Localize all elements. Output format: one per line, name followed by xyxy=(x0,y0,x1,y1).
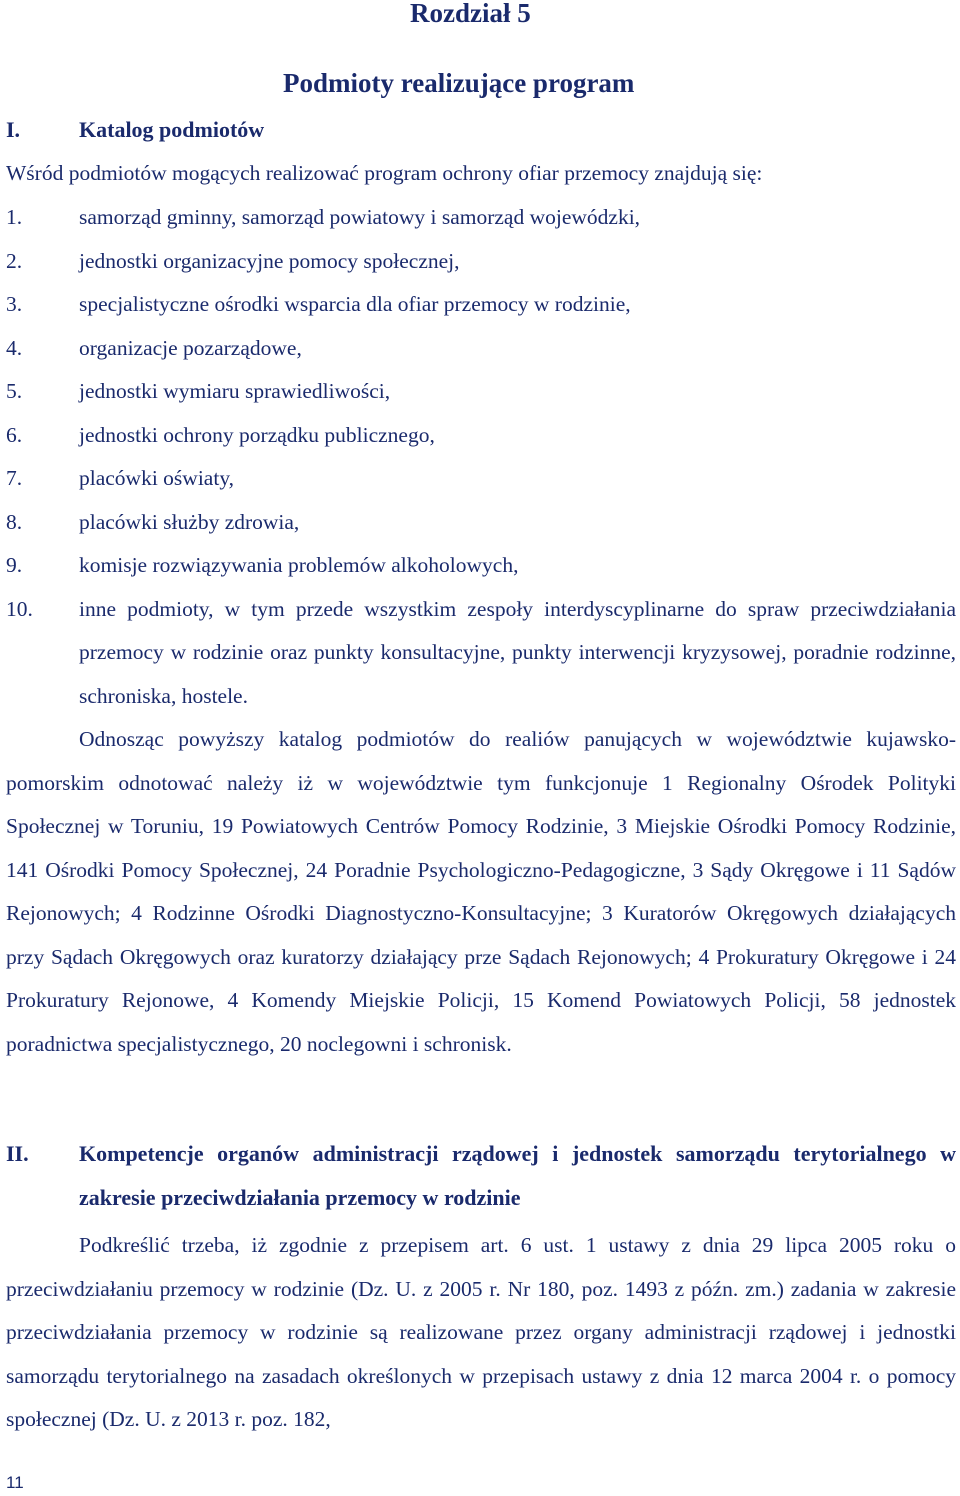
list-item-text: inne podmioty, w tym przede wszystkim zespoły interdyscyplinarne do spraw przeciwdziałania przemocy w rodzinie oraz punkty konsultacyjne, punkty interwencji kryzysowej, poradnie rodzinne, schroniska, hostele. xyxy=(79,596,956,708)
list-item-number: 5. xyxy=(6,379,23,403)
list-item-number: 7. xyxy=(6,466,23,490)
list-item-number: 3. xyxy=(6,292,23,316)
page-number: 11 xyxy=(6,1473,24,1492)
list-item-text: placówki oświaty, xyxy=(79,466,235,490)
list-item-text: jednostki organizacyjne pomocy społecznej, xyxy=(79,248,460,273)
chapter-label: Rozdział 5 xyxy=(410,0,531,28)
list-item-text: jednostki ochrony porządku publicznego, xyxy=(79,422,435,447)
list-item xyxy=(6,370,956,414)
list-item-text: komisje rozwiązywania problemów alkoholowych, xyxy=(79,553,519,577)
list-item-number: 9. xyxy=(6,553,23,577)
list-item xyxy=(6,501,956,545)
list-item-text: organizacje pozarządowe, xyxy=(79,335,302,360)
list-item xyxy=(6,588,956,719)
list-item-number: 10. xyxy=(6,596,33,621)
list-item-number: 1. xyxy=(6,205,23,229)
list-item xyxy=(6,414,956,458)
list-item xyxy=(6,327,956,371)
section-heading-1 xyxy=(6,116,264,144)
list-item xyxy=(6,283,956,327)
list-item-number: 6. xyxy=(6,422,23,447)
catalog-list xyxy=(6,196,956,718)
list-item-number: 8. xyxy=(6,509,23,534)
section-title: Kompetencje organów administracji rządowej i jednostek samorządu terytorialnego w zakresie przeciwdziałania przemocy w rodzinie xyxy=(79,1141,956,1210)
list-item-text: placówki służby zdrowia, xyxy=(79,509,300,534)
section-number: II. xyxy=(6,1141,29,1166)
body-paragraph: Podkreślić trzeba, iż zgodnie z przepisem art. 6 ust. 1 ustawy z dnia 29 lipca 2005 roku o przeciwdziałaniu przemocy w rodzinie (Dz. U. z 2005 r. Nr 180, poz. 1493 z późn. zm.) zadania w zakresie przeciwdziałania przemocy w rodzinie są realizowane przez organy administracji rządowej i jednostki samorządu terytorialnego na zasadach określonych w przepisach ustawy z dnia 12 marca 2004 r. o pomocy społecznej (Dz. U. z 2013 r. poz. 182, xyxy=(6,1233,956,1431)
section-title: Katalog podmiotów xyxy=(79,117,265,142)
catalog-intro: Wśród podmiotów mogących realizować program ochrony ofiar przemocy znajdują się: xyxy=(6,161,763,185)
list-item-number: 2. xyxy=(6,248,23,273)
list-item xyxy=(6,240,956,284)
section-heading-2 xyxy=(6,1132,956,1219)
list-item xyxy=(6,457,956,501)
chapter-title: Podmioty realizujące program xyxy=(283,68,635,98)
section-number: I. xyxy=(6,117,21,142)
list-item xyxy=(6,196,956,240)
list-item xyxy=(6,544,956,588)
list-item-text: samorząd gminny, samorząd powiatowy i samorząd wojewódzki, xyxy=(79,205,641,229)
list-item-number: 4. xyxy=(6,335,23,360)
list-item-text: jednostki wymiaru sprawiedliwości, xyxy=(79,379,391,403)
body-paragraph: Odnosząc powyższy katalog podmiotów do realiów panujących w województwie kujawsko-pomorskim odnotować należy iż w województwie tym funkcjonuje 1 Regionalny Ośrodek Polityki Społecznej w Toruniu, 19 Powiatowych Centrów Pomocy Rodzinie, 3 Miejskie Ośrodki Pomocy Rodzinie, 141 Ośrodki Pomocy Społecznej, 24 Poradnie Psychologiczno-Pedagogiczne, 3 Sądy Okręgowe i 11 Sądów Rejonowych; 4 Rodzinne Ośrodki Diagnostyczno-Konsultacyjne; 3 Kuratorów Okręgowych działających przy Sądach Okręgowych oraz kuratorzy działający prze Sądach Rejonowych; 4 Prokuratury Okręgowe i 24 Prokuratury Rejonowe, 4 Komendy Miejskie Policji, 15 Komend Powiatowych Policji, 58 jednostek poradnictwa specjalistycznego, 20 noclegowni i schronisk. xyxy=(6,727,956,1056)
list-item-text: specjalistyczne ośrodki wsparcia dla ofiar przemocy w rodzinie, xyxy=(79,292,631,316)
